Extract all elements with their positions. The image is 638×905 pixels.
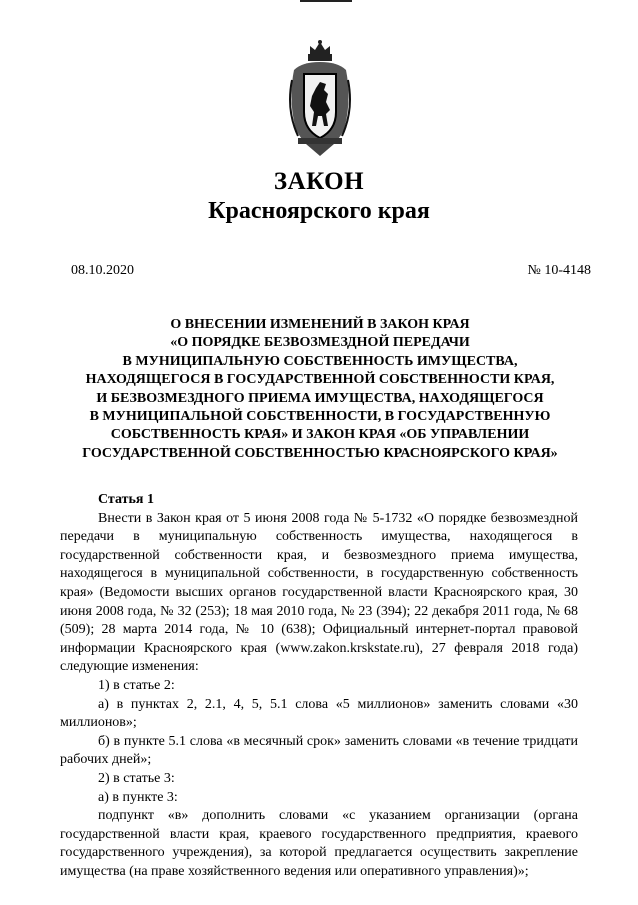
heading-line: И БЕЗВОЗМЕЗДНОГО ПРИЕМА ИМУЩЕСТВА, НАХОДЯЩЕГОСЯ bbox=[96, 390, 544, 406]
article-paragraph: подпункт «в» дополнить словами «с указанием организации (органа государственной власти края, краевого государственного предприятия, краевого государственного учреждения), за которой предлагается осуществить закрепление имущества (на праве хозяйственного ведения или оперативного управления)»; bbox=[60, 808, 578, 879]
coat-of-arms-icon bbox=[286, 40, 354, 156]
heading-line: СОБСТВЕННОСТЬ КРАЯ» И ЗАКОН КРАЯ «ОБ УПРАВЛЕНИИ bbox=[110, 427, 530, 443]
law-title: ЗАКОН bbox=[273, 168, 365, 195]
heading-line: НАХОДЯЩЕГОСЯ В ГОСУДАРСТВЕННОЙ СОБСТВЕННОСТИ КРАЯ, bbox=[85, 372, 555, 388]
heading-line: В МУНИЦИПАЛЬНОЙ СОБСТВЕННОСТИ, В ГОСУДАРСТВЕННУЮ bbox=[89, 409, 551, 425]
heading-line: «О ПОРЯДКЕ БЕЗВОЗМЕЗДНОЙ ПЕРЕДАЧИ bbox=[170, 335, 470, 351]
article-paragraph: 2) в статье 3: bbox=[98, 770, 175, 786]
article-paragraph: а) в пунктах 2, 2.1, 4, 5, 5.1 слова «5 миллионов» заменить словами «30 миллионов»; bbox=[60, 696, 578, 731]
top-rule bbox=[300, 0, 352, 2]
law-number: № 10-4148 bbox=[527, 263, 591, 278]
article-paragraph: б) в пункте 5.1 слова «в месячный срок» заменить словами «в течение тридцати рабочих дней»; bbox=[60, 733, 578, 768]
article-paragraph: а) в пункте 3: bbox=[98, 789, 178, 805]
law-date: 08.10.2020 bbox=[71, 263, 134, 278]
article-paragraph: 1) в статье 2: bbox=[98, 677, 175, 693]
article-paragraph: Внести в Закон края от 5 июня 2008 года № 5-1732 «О порядке безвозмездной передачи в муниципальную собственность имущества, находящегося в государственной собственности края, и безвозмездного приема имущества, находящегося в муниципальной собственности, в государственную собственность края» (Ведомости высших органов государственной власти Красноярского края, 30 июня 2008 года, № 32 (253); 18 мая 2010 года, № 23 (394); 22 декабря 2011 года, № 68 (509); 28 марта 2014 года, № 10 (638); Официальный интернет-портал правовой информации Красноярского края (www.zakon.krskstate.ru), 27 февраля 2018 года) следующие изменения: bbox=[60, 510, 578, 675]
heading-line: О ВНЕСЕНИИ ИЗМЕНЕНИЙ В ЗАКОН КРАЯ bbox=[170, 317, 470, 332]
article-body bbox=[60, 491, 578, 881]
document-heading bbox=[40, 316, 600, 463]
article-heading: Статья 1 bbox=[98, 492, 154, 507]
heading-line: В МУНИЦИПАЛЬНУЮ СОБСТВЕННОСТЬ ИМУЩЕСТВА, bbox=[122, 353, 518, 369]
heading-line: ГОСУДАРСТВЕННОЙ СОБСТВЕННОСТЬЮ КРАСНОЯРСКОГО КРАЯ» bbox=[82, 445, 558, 461]
law-region: Красноярского края bbox=[208, 198, 430, 224]
